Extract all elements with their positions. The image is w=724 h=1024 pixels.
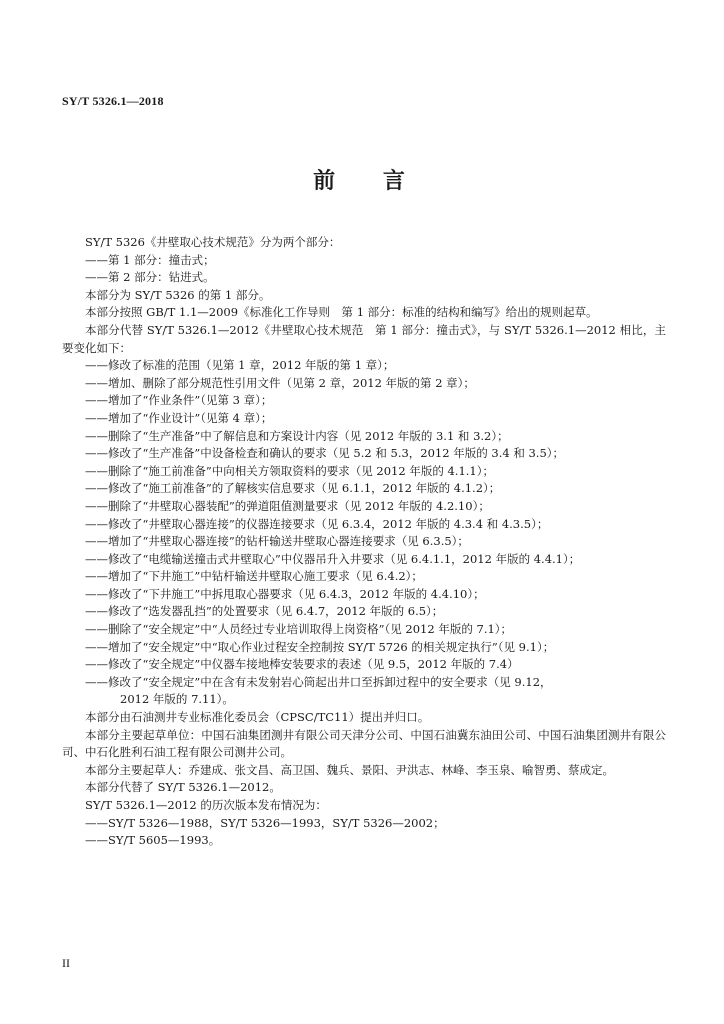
paragraph-drafters: 本部分主要起草人：乔建成、张文昌、高卫国、魏兵、景阳、尹洪志、林峰、李玉泉、喻智勇、蔡成定。 xyxy=(85,762,614,777)
change-list-item: ——修改了“下井施工”中拆甩取心器要求（见 6.4.3，2012 年版的 4.4.10）； xyxy=(85,586,485,601)
foreword-body xyxy=(62,234,666,850)
paragraph-replaces: 本部分代替了 SY/T 5326.1—2012。 xyxy=(85,780,281,795)
paragraph-history-intro: SY/T 5326.1—2012 的历次版本发布情况为： xyxy=(85,798,327,812)
history-list-item: ——SY/T 5605—1993。 xyxy=(85,833,221,848)
change-list-item-continuation: 2012 年版的 7.11）。 xyxy=(120,692,234,707)
change-list-item: ——删除了“施工前准备”中向相关方领取资料的要求（见 2012 年版的 4.1.1）； xyxy=(85,463,494,478)
standard-code-header: SY/T 5326.1—2018 xyxy=(62,94,164,108)
change-list-item: ——修改了“生产准备”中设备检查和确认的要求（见 5.2 和 5.3，2012 年版的 3.4 和 3.5）； xyxy=(85,446,565,461)
change-list-item: ——增加了“安全规定”中“取心作业过程安全控制按 SY/T 5726 的相关规定执行”（见 9.1）； xyxy=(85,639,555,654)
change-list-item: ——增加、删除了部分规范性引用文件（见第 2 章，2012 年版的第 2 章）； xyxy=(85,375,475,390)
change-list-item: ——删除了“井壁取心器装配”的弹道阻值测量要求（见 2012 年版的 4.2.10）； xyxy=(85,498,490,513)
change-list-item: ——增加了“作业条件”（见第 3 章）； xyxy=(85,393,273,408)
change-list-item: ——修改了“安全规定”中仪器车接地棒安装要求的表述（见 9.5，2012 年版的 7.4） xyxy=(85,657,519,672)
part-list-item: ——第 2 部分：钻进式。 xyxy=(85,270,215,285)
change-list-item: ——增加了“作业设计”（见第 4 章）； xyxy=(85,410,273,425)
change-list-item: ——删除了“生产准备”中了解信息和方案设计内容（见 2012 年版的 3.1 和 3.2）； xyxy=(85,428,509,443)
change-list-item: ——修改了“井壁取心器连接”的仪器连接要求（见 6.3.4，2012 年版的 4.3.4 和 4.3.5）； xyxy=(85,516,549,531)
change-list-item: ——修改了“电缆输送撞击式井壁取心”中仪器吊升入井要求（见 6.4.1.1，2012 年版的 4.4.1）； xyxy=(85,551,581,566)
change-list-item: ——修改了“施工前准备”的了解核实信息要求（见 6.1.1，2012 年版的 4.1.2）； xyxy=(85,481,501,496)
change-list-item: ——增加了“井壁取心器连接”的钻杆输送井壁取心器连接要求（见 6.3.5）； xyxy=(85,534,469,549)
change-list-item: ——删除了“安全规定”中“人员经过专业培训取得上岗资格”（见 2012 年版的 7.1）； xyxy=(85,622,513,637)
change-list-item: ——修改了“选发器乱挡”的处置要求（见 6.4.7，2012 年版的 6.5）； xyxy=(85,604,444,619)
change-list-item: ——增加了“下井施工”中钻杆输送井壁取心施工要求（见 6.4.2）； xyxy=(85,569,423,584)
change-list-item: ——修改了标准的范围（见第 1 章，2012 年版的第 1 章）； xyxy=(85,358,395,373)
change-list-item: ——修改了“安全规定”中在含有未发射岩心筒起出井口至拆卸过程中的安全要求（见 9.12， xyxy=(85,674,552,689)
paragraph-drafting-rules: 本部分按照 GB/T 1.1—2009《标准化工作导则 第 1 部分：标准的结构和编写》给出的规则起草。 xyxy=(85,305,598,320)
page-title: 前 言 xyxy=(313,168,425,194)
page-number: II xyxy=(62,956,70,970)
paragraph-part-statement: 本部分为 SY/T 5326 的第 1 部分。 xyxy=(85,287,271,302)
paragraph-proposer: 本部分由石油测井专业标准化委员会（CPSC/TC11）提出并归口。 xyxy=(85,710,430,725)
paragraph-drafting-units: 本部分主要起草单位：中国石油集团测井有限公司天津分公司、中国石油冀东油田公司、中国石油集团测井有限公司、中石化胜利石油工程有限公司测井公司。 xyxy=(62,727,666,760)
part-list-item: ——第 1 部分：撞击式； xyxy=(85,252,215,267)
history-list-item: ——SY/T 5326—1988，SY/T 5326—1993，SY/T 5326—2002； xyxy=(85,815,445,830)
paragraph-replacement: 本部分代替 SY/T 5326.1—2012《井壁取心技术规范 第 1 部分：撞击式》，与 SY/T 5326.1—2012 相比，主要变化如下： xyxy=(62,322,666,355)
paragraph-intro: SY/T 5326《井壁取心技术规范》分为两个部分： xyxy=(85,235,341,249)
